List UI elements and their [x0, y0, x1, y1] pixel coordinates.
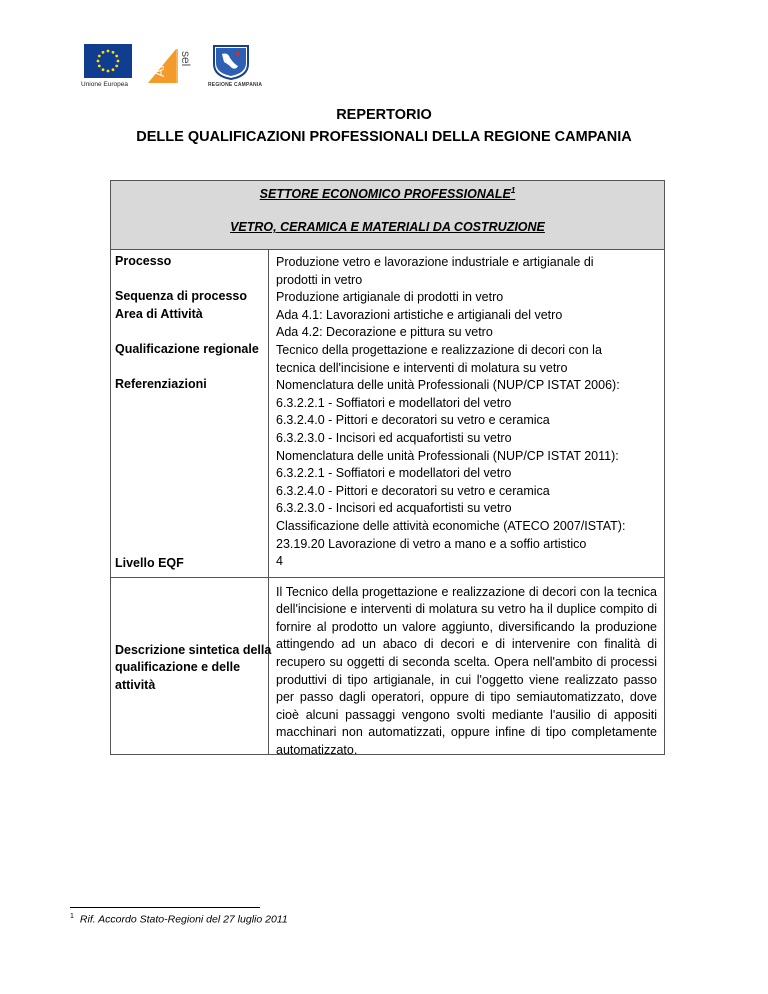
qualificazione-value-line: tecnica dell'incisione e interventi di molatura su vetro: [276, 360, 568, 375]
referenziazioni-value-line: 6.3.2.3.0 - Incisori ed acquafortisti su vetro: [276, 430, 512, 445]
sequenza-label: Sequenza di processo: [115, 289, 247, 303]
values-column: [269, 250, 664, 577]
footnote-text: Rif. Accordo Stato-Regioni del 27 luglio 2011: [79, 913, 288, 926]
footnote-divider: [70, 907, 260, 908]
qualificazione-label: Qualificazione regionale: [115, 342, 259, 356]
arsl-logo-icon: [146, 47, 206, 85]
footnote-number: 1: [70, 913, 74, 920]
referenziazioni-value-line: 23.19.20 Lavorazione di vetro a mano e a soffio artistico: [276, 536, 587, 551]
processo-label: Processo: [115, 254, 172, 268]
descrizione-value: Il Tecnico della progettazione e realizzazione di decori con la tecnica dell'incisione e interventi di molatura su vetro ha il duplice compito di fornire al prodotto un valore aggiunto, diversificando la produzione attingendo ad un abaco di decori e di intervenire con finalità di recupero su oggetti di seconda scelta. Opera nell'ambito di processi produttivi di tipo artigianale, in cui l'oggetto viene realizzato passo per passo dagli operatori, oppure di tipo semiautomatizzato, dove cioè alcuni passaggi vengono svolti mediante l'ausilio di appositi macchinari non automatizzati, oppure infine di tipo completamente automatizzato.: [276, 584, 657, 758]
descrizione-label: Descrizione sintetica della qualificazione e delle attività: [115, 642, 272, 692]
referenziazioni-value-line: 6.3.2.2.1 - Soffiatori e modellatori del vetro: [276, 466, 512, 481]
area-value-line: Ada 4.1: Lavorazioni artistiche e artigianali del vetro: [276, 307, 563, 322]
qualification-table: [110, 180, 665, 758]
details-row: [111, 250, 664, 577]
footnote-mark: 1: [510, 186, 516, 195]
sequenza-value: Produzione artigianale di prodotti in vetro: [276, 290, 504, 305]
referenziazioni-value-line: 6.3.2.2.1 - Soffiatori e modellatori del vetro: [276, 395, 512, 410]
title-line-1: REPERTORIO: [336, 107, 432, 123]
qualificazione-value-line: Tecnico della progettazione e realizzazione di decori con la: [276, 342, 602, 357]
description-label-cell: [111, 578, 272, 754]
eu-flag-icon: [84, 44, 132, 78]
referenziazioni-value-line: Nomenclatura delle unità Professionali (NUP/CP ISTAT 2006):: [276, 378, 620, 393]
header-logos: [81, 44, 284, 90]
arsl-logo-text: Ar: [152, 64, 167, 77]
referenziazioni-value-line: Classificazione delle attività economiche (ATECO 2007/ISTAT):: [276, 518, 626, 533]
description-row: [111, 577, 664, 758]
sector-label: SETTORE ECONOMICO PROFESSIONALE$^1$: [259, 186, 516, 202]
referenziazioni-value-line: 6.3.2.4.0 - Pittori e decoratori su vetro e ceramica: [276, 413, 550, 428]
eqf-label: Livello EQF: [115, 556, 184, 570]
document-title: [0, 104, 768, 148]
eqf-value: 4: [276, 554, 283, 569]
referenziazioni-value-line: Nomenclatura delle unità Professionali (NUP/CP ISTAT 2011):: [276, 448, 619, 463]
arsl-logo-text-2: sel: [179, 51, 193, 67]
labels-column: [111, 250, 269, 577]
eu-caption: Unione Europea: [81, 81, 128, 88]
processo-value-line: prodotti in vetro: [276, 272, 363, 287]
processo-value-line: Produzione vetro e lavorazione industriale e artigianale di: [276, 255, 594, 269]
sector-value: VETRO, CERAMICA E MATERIALI DA COSTRUZIONE: [230, 220, 545, 234]
area-label: Area di Attività: [115, 307, 203, 321]
region-caption: REGIONE CAMPANIA: [208, 82, 263, 88]
footnote: [70, 913, 288, 926]
referenziazioni-value-line: 6.3.2.3.0 - Incisori ed acquafortisti su vetro: [276, 501, 512, 516]
referenziazioni-value-line: 6.3.2.4.0 - Pittori e decoratori su vetro e ceramica: [276, 483, 550, 498]
referenziazioni-label: Referenziazioni: [115, 377, 207, 391]
sector-header: [111, 181, 664, 250]
area-value-line: Ada 4.2: Decorazione e pittura su vetro: [276, 325, 493, 340]
title-line-2: DELLE QUALIFICAZIONI PROFESSIONALI DELLA REGIONE CAMPANIA: [136, 129, 632, 145]
